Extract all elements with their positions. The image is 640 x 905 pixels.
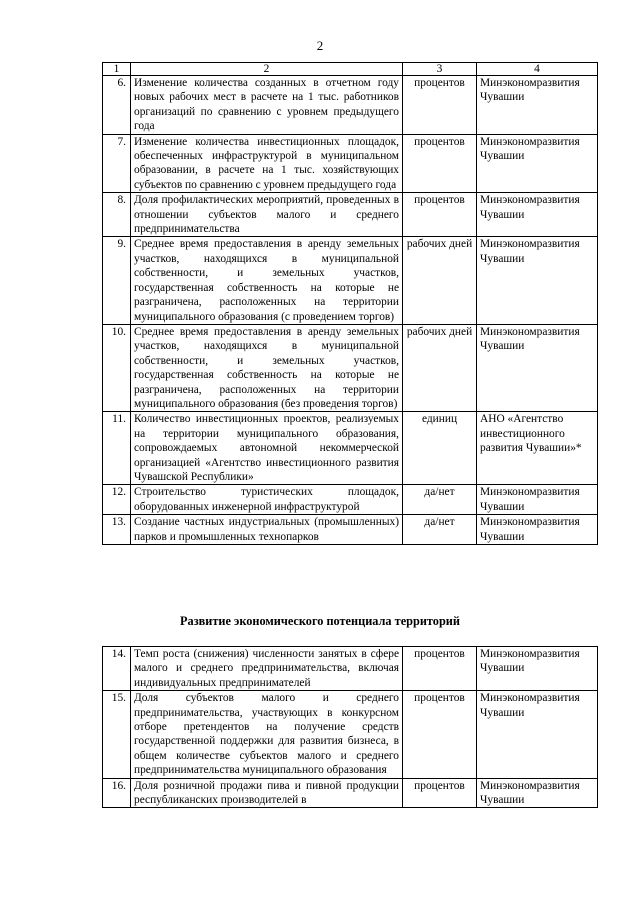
header-col-2: 2 bbox=[131, 63, 403, 76]
unit-of-measure: единиц bbox=[403, 412, 477, 485]
indicators-table-part1 bbox=[102, 62, 598, 545]
row-number: 6. bbox=[103, 76, 131, 135]
row-number: 9. bbox=[103, 237, 131, 324]
row-number: 13. bbox=[103, 515, 131, 545]
responsible-body: Минэкономразвития Чувашии bbox=[477, 647, 598, 691]
responsible-body: Минэкономразвития Чувашии bbox=[477, 76, 598, 135]
responsible-body: Минэкономразвития Чувашии bbox=[477, 237, 598, 324]
responsible-body: Минэкономразвития Чувашии bbox=[477, 134, 598, 193]
table-header-row bbox=[103, 63, 598, 76]
unit-of-measure: рабочих дней bbox=[403, 324, 477, 411]
row-number: 15. bbox=[103, 691, 131, 778]
unit-of-measure: процентов bbox=[403, 193, 477, 237]
indicator-description: Доля профилактических мероприятий, проведенных в отношении субъектов малого и среднего предпринимательства bbox=[131, 193, 403, 237]
row-number: 8. bbox=[103, 193, 131, 237]
unit-of-measure: процентов bbox=[403, 647, 477, 691]
section-title: Развитие экономического потенциала территорий bbox=[180, 614, 460, 628]
unit-of-measure: процентов bbox=[403, 778, 477, 808]
table-row bbox=[103, 691, 598, 778]
responsible-body: Минэкономразвития Чувашии bbox=[477, 778, 598, 808]
responsible-body: Минэкономразвития Чувашии bbox=[477, 324, 598, 411]
indicator-description: Изменение количества инвестиционных площадок, обеспеченных инфраструктурой в муниципальном образовании, в расчете на 1 тыс. хозяйствующих субъектов по сравнению с уровнем предыдущего года bbox=[131, 134, 403, 193]
table-row bbox=[103, 485, 598, 515]
indicator-description: Среднее время предоставления в аренду земельных участков, находящихся в муниципальной собственности, и земельных участков, государственная собственность на которые не разграничена, расположенных на территории муниципального образования (с проведением торгов) bbox=[131, 237, 403, 324]
unit-of-measure: рабочих дней bbox=[403, 237, 477, 324]
row-number: 16. bbox=[103, 778, 131, 808]
row-number: 14. bbox=[103, 647, 131, 691]
table-row bbox=[103, 412, 598, 485]
table-row bbox=[103, 515, 598, 545]
unit-of-measure: да/нет bbox=[403, 515, 477, 545]
table-row bbox=[103, 647, 598, 691]
indicator-description: Количество инвестиционных проектов, реализуемых на территории муниципального образования, сопровождаемых автономной некоммерческой организацией «Агентство инвестиционного развития Чувашской Республики» bbox=[131, 412, 403, 485]
unit-of-measure: да/нет bbox=[403, 485, 477, 515]
header-col-4: 4 bbox=[477, 63, 598, 76]
responsible-body: Минэкономразвития Чувашии bbox=[477, 515, 598, 545]
table-row bbox=[103, 76, 598, 135]
row-number: 7. bbox=[103, 134, 131, 193]
row-number: 10. bbox=[103, 324, 131, 411]
row-number: 12. bbox=[103, 485, 131, 515]
table-row bbox=[103, 237, 598, 324]
indicator-description: Строительство туристических площадок, оборудованных инженерной инфраструктурой bbox=[131, 485, 403, 515]
indicator-description: Среднее время предоставления в аренду земельных участков, находящихся в муниципальной собственности, и земельных участков, государственная собственность на которые не разграничена, расположенных на территории муниципального образования (без проведения торгов) bbox=[131, 324, 403, 411]
responsible-body: Минэкономразвития Чувашии bbox=[477, 691, 598, 778]
indicator-description: Темп роста (снижения) численности занятых в сфере малого и среднего предпринимательства, включая индивидуальных предпринимателей bbox=[131, 647, 403, 691]
unit-of-measure: процентов bbox=[403, 76, 477, 135]
table-row bbox=[103, 193, 598, 237]
indicators-table-part2 bbox=[102, 646, 598, 808]
unit-of-measure: процентов bbox=[403, 134, 477, 193]
responsible-body: АНО «Агентство инвестиционного развития Чувашии»* bbox=[477, 412, 598, 485]
row-number: 11. bbox=[103, 412, 131, 485]
table-row bbox=[103, 134, 598, 193]
header-col-1: 1 bbox=[103, 63, 131, 76]
indicator-description: Создание частных индустриальных (промышленных) парков и промышленных технопарков bbox=[131, 515, 403, 545]
indicator-description: Доля розничной продажи пива и пивной продукции республиканских производителей в bbox=[131, 778, 403, 808]
table-row bbox=[103, 324, 598, 411]
indicator-description: Изменение количества созданных в отчетном году новых рабочих мест в расчете на 1 тыс. работников организаций по сравнению с уровнем предыдущего года bbox=[131, 76, 403, 135]
responsible-body: Минэкономразвития Чувашии bbox=[477, 193, 598, 237]
table-row bbox=[103, 778, 598, 808]
indicator-description: Доля субъектов малого и среднего предпринимательства, участвующих в конкурсном отборе претендентов на получение средств государственной поддержки для развития бизнеса, в общем количестве субъектов малого и среднего предпринимательства муниципального образования bbox=[131, 691, 403, 778]
responsible-body: Минэкономразвития Чувашии bbox=[477, 485, 598, 515]
unit-of-measure: процентов bbox=[403, 691, 477, 778]
header-col-3: 3 bbox=[403, 63, 477, 76]
page-number: 2 bbox=[316, 38, 324, 53]
